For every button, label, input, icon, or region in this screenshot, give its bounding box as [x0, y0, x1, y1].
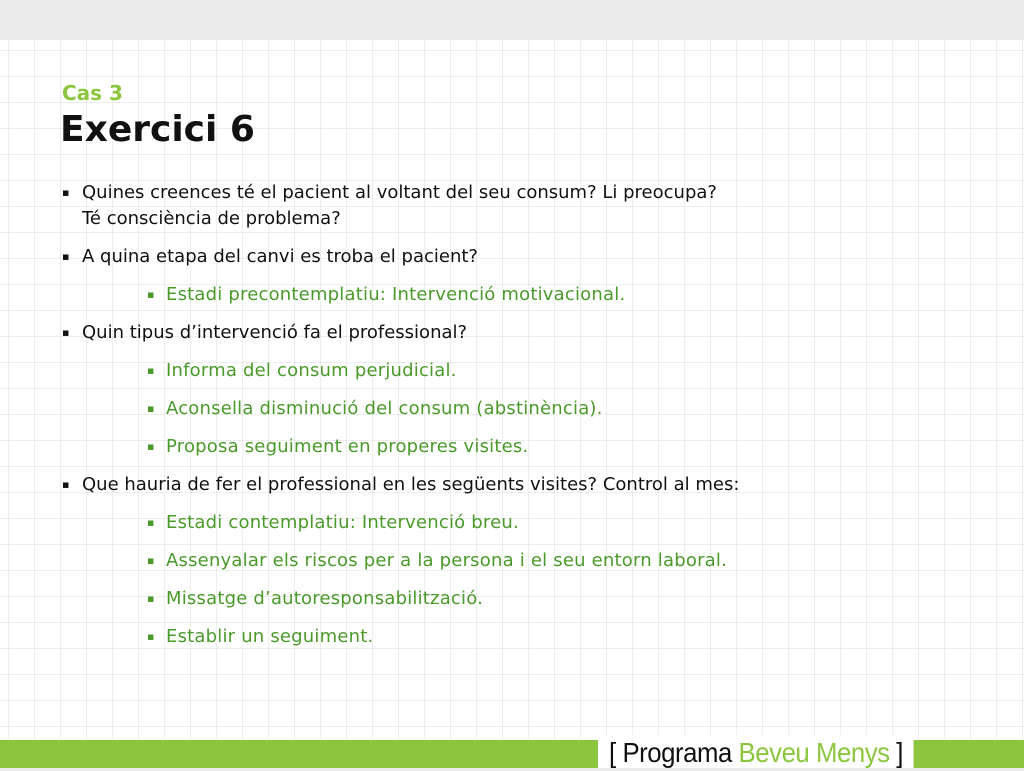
question-block-2	[62, 244, 962, 308]
question-line: Que hauria de fer el professional en les següents visites? Control al mes:	[82, 474, 740, 495]
question-item	[62, 180, 962, 232]
answer-text: Assenyalar els riscos per a la persona i el seu entorn laboral.	[166, 550, 728, 571]
question-item	[62, 472, 962, 498]
answer-text: Proposa seguiment en properes visites.	[166, 436, 529, 457]
square-bullet-icon: ▪	[147, 402, 155, 415]
question-item	[62, 244, 962, 270]
answer-item	[62, 548, 962, 574]
slide-subtitle: Cas 3	[62, 81, 123, 105]
answer-text: Aconsella disminució del consum (abstinència).	[166, 398, 603, 419]
square-bullet-icon: ▪	[147, 554, 155, 567]
square-bullet-icon: ▪	[62, 250, 70, 263]
question-line: Quines creences té el pacient al voltant del seu consum? Li preocupa?	[82, 182, 717, 203]
answer-text: Missatge d’autoresponsabilització.	[166, 588, 484, 609]
slide-title: Exercici 6	[60, 109, 255, 150]
square-bullet-icon: ▪	[147, 288, 155, 301]
answer-text: Estadi precontemplatiu: Intervenció motivacional.	[166, 284, 626, 305]
bullet-list	[62, 180, 962, 662]
answer-item	[62, 282, 962, 308]
logo-bracket-open: [	[609, 737, 616, 768]
square-bullet-icon: ▪	[62, 186, 70, 199]
answer-text: Establir un seguiment.	[166, 626, 374, 647]
logo-word-beveu-menys: Beveu Menys	[738, 737, 890, 768]
answer-item	[62, 510, 962, 536]
square-bullet-icon: ▪	[147, 592, 155, 605]
program-logo	[598, 735, 914, 768]
answer-text: Informa del consum perjudicial.	[166, 360, 457, 381]
answer-item	[62, 358, 962, 384]
square-bullet-icon: ▪	[147, 630, 155, 643]
square-bullet-icon: ▪	[147, 516, 155, 529]
answer-item	[62, 586, 962, 612]
question-line: A quina etapa del canvi es troba el pacient?	[82, 246, 478, 267]
question-line: Quin tipus d’intervenció fa el professional?	[82, 322, 468, 343]
question-block-3	[62, 320, 962, 460]
question-line: Té consciència de problema?	[82, 208, 341, 229]
square-bullet-icon: ▪	[62, 478, 70, 491]
square-bullet-icon: ▪	[147, 364, 155, 377]
question-block-1	[62, 180, 962, 232]
question-block-4	[62, 472, 962, 650]
question-item	[62, 320, 962, 346]
answer-item	[62, 434, 962, 460]
answer-item	[62, 624, 962, 650]
square-bullet-icon: ▪	[147, 440, 155, 453]
answer-item	[62, 396, 962, 422]
logo-bracket-close: ]	[896, 737, 903, 768]
square-bullet-icon: ▪	[62, 326, 70, 339]
answer-text: Estadi contemplatiu: Intervenció breu.	[166, 512, 519, 533]
logo-word-programa: Programa	[622, 737, 732, 768]
